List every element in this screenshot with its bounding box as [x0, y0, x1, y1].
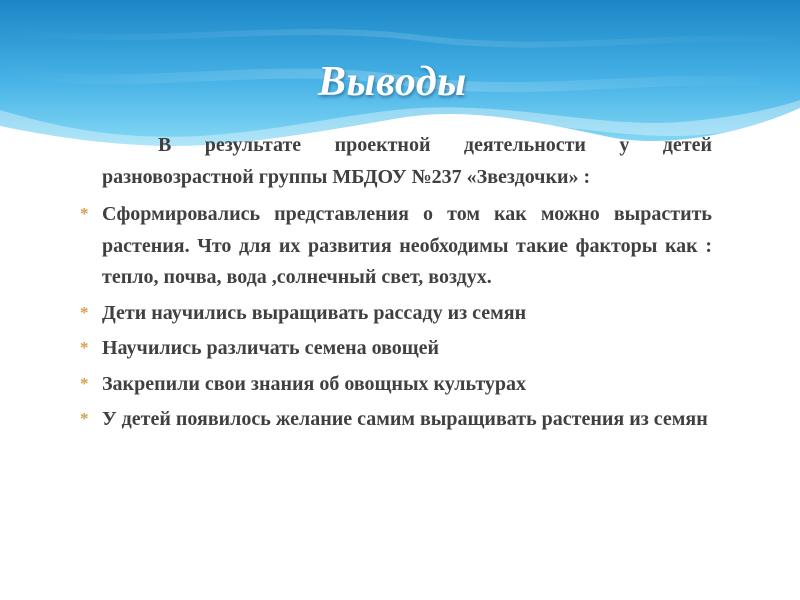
slide-content: [80, 130, 712, 440]
asterisk-icon: *: [80, 338, 89, 357]
bullet-item: [80, 199, 712, 294]
bullet-item: [80, 333, 712, 365]
asterisk-icon: *: [80, 204, 89, 223]
bullet-item: [80, 298, 712, 330]
bullet-text: Сформировались представления о том как можно вырастить растения. Что для их развития необходимы такие факторы как : тепло, почва, вода ,солнечный свет, воздух.: [102, 203, 712, 288]
bullet-item: [80, 369, 712, 401]
bullet-text: Научились различать семена овощей: [102, 337, 440, 359]
bullet-item: [80, 404, 712, 436]
asterisk-icon: *: [80, 373, 89, 393]
bullet-text: Дети научились выращивать рассаду из семян: [102, 301, 527, 324]
bullet-text: У детей появилось желание самим выращивать растения из семян: [102, 408, 708, 430]
asterisk-icon: *: [80, 302, 89, 322]
bullet-text: Закрепили свои знания об овощных культурах: [102, 372, 527, 395]
intro-paragraph: В результате проектной деятельности у детей разновозрастной группы МБДОУ №237 «Звездочки» :: [102, 134, 712, 188]
bullet-list: [80, 199, 712, 436]
asterisk-icon: *: [80, 409, 89, 428]
slide-title: Выводы: [318, 59, 467, 105]
